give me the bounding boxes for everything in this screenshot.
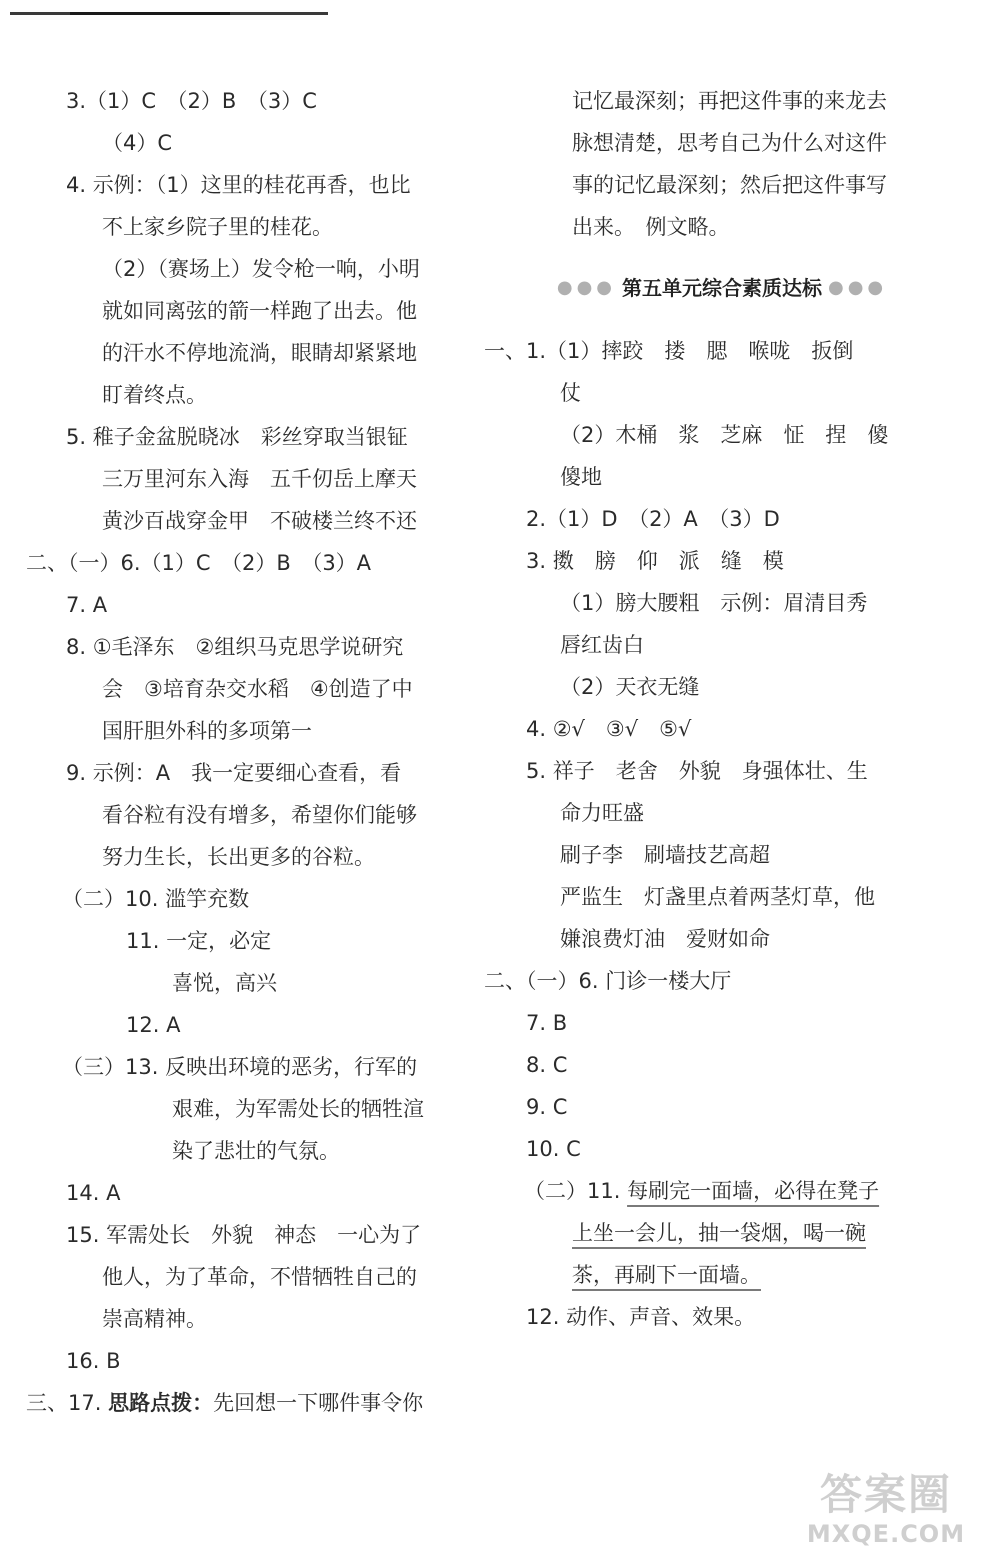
answer-line: 3. 擞 膀 仰 派 缝 模 <box>526 549 784 573</box>
section-heading <box>522 267 922 309</box>
answer-line <box>524 1170 879 1212</box>
heading-dots-right: ●●● <box>828 277 888 298</box>
watermark-logo-text: 答案圈 <box>819 1470 952 1519</box>
answer-line: 4. ②√ ③√ ⑤√ <box>526 717 692 741</box>
answer-line: 就如同离弦的箭一样跑了出去。他 <box>102 299 417 323</box>
answer-line: （2）天衣无缝 <box>560 675 700 699</box>
section-title: 第五单元综合素质达标 <box>622 276 822 300</box>
answer-line: 9. 示例：A 我一定要细心查看，看 <box>66 761 402 785</box>
answer-line: 14. A <box>66 1181 121 1205</box>
answer-line: 会 ③培育杂交水稻 ④创造了中 <box>102 677 413 701</box>
section-line <box>26 1382 423 1424</box>
question-number: （二）11. <box>524 1179 628 1203</box>
underlined-answer: 茶，再刷下一面墙。 <box>572 1263 761 1287</box>
answer-line: 16. B <box>66 1349 121 1373</box>
answer-line: 8. ①毛泽东 ②组织马克思学说研究 <box>66 635 404 659</box>
hint-text: 先回想一下哪件事令你 <box>213 1391 424 1415</box>
underlined-answer: 每刷完一面墙，必得在凳子 <box>627 1179 880 1203</box>
question-number: 三、17. <box>26 1391 109 1415</box>
answer-line: 三万里河东入海 五千仞岳上摩天 <box>102 467 417 491</box>
answer-line: 4. 示例：（1）这里的桂花再香，也比 <box>66 173 411 197</box>
answer-line: 喜悦，高兴 <box>172 971 277 995</box>
answer-line: 7. B <box>526 1011 568 1035</box>
answer-line: 的汗水不停地流淌，眼睛却紧紧地 <box>102 341 417 365</box>
answer-line: 12. 动作、声音、效果。 <box>526 1305 756 1329</box>
section-line: 二、（一）6. 门诊一楼大厅 <box>484 969 732 993</box>
answer-line: 记忆最深刻；再把这件事的来龙去 <box>572 89 887 113</box>
watermark-url: MXQE.COM <box>806 1520 966 1548</box>
answer-line: 盯着终点。 <box>102 383 207 407</box>
answer-line: 努力生长，长出更多的谷粒。 <box>102 845 375 869</box>
answer-line: 事的记忆最深刻；然后把这件事写 <box>572 173 887 197</box>
answer-line: 出来。 例文略。 <box>572 215 730 239</box>
answer-line: 8. C <box>526 1053 568 1077</box>
answer-line: 艰难，为军需处长的牺牲渲 <box>172 1097 424 1121</box>
underlined-answer: 上坐一会儿，抽一袋烟，喝一碗 <box>572 1221 866 1245</box>
answer-line: 15. 军需处长 外貌 神态 一心为了 <box>66 1223 422 1247</box>
answer-line: 5. 祥子 老舍 外貌 身强体壮、生 <box>526 759 868 783</box>
answer-line: 9. C <box>526 1095 568 1119</box>
heading-dots-left: ●●● <box>556 277 616 298</box>
section-line: 一、1.（1）摔跤 搂 腮 喉咙 扳倒 <box>484 339 854 363</box>
answer-line: 染了悲壮的气氛。 <box>172 1139 340 1163</box>
answer-line: 唇红齿白 <box>560 633 644 657</box>
answer-line: 5. 稚子金盆脱晓冰 彩丝穿取当银钲 <box>66 425 408 449</box>
answer-line: （二）10. 滥竽充数 <box>62 887 250 911</box>
answer-line: 不上家乡院子里的桂花。 <box>102 215 333 239</box>
answer-line: 3.（1）C （2）B （3）C <box>66 89 317 113</box>
answer-line: （4）C <box>102 131 173 155</box>
answer-line: 黄沙百战穿金甲 不破楼兰终不还 <box>102 509 417 533</box>
answer-line: 脉想清楚，思考自己为什么对这件 <box>572 131 887 155</box>
answer-line: （三）13. 反映出环境的恶劣，行军的 <box>62 1055 418 1079</box>
answer-line: 严监生 灯盏里点着两茎灯草，他 <box>560 885 875 909</box>
answer-line: 仗 <box>560 381 581 405</box>
watermark-logo <box>786 1470 986 1552</box>
answer-line: （1）膀大腰粗 示例：眉清目秀 <box>560 591 868 615</box>
answer-line: （2）木桶 浆 芝麻 怔 捏 傻 <box>560 423 889 447</box>
section-line: 二、（一）6.（1）C （2）B （3）A <box>26 551 372 575</box>
answer-line: （2）（赛场上）发令枪一响，小明 <box>102 257 420 281</box>
answer-line: 2.（1）D （2）A （3）D <box>526 507 780 531</box>
answer-line: 他人，为了革命，不惜牺牲自己的 <box>102 1265 417 1289</box>
answer-line: 12. A <box>126 1013 181 1037</box>
answer-line: 看谷粒有没有增多，希望你们能够 <box>102 803 417 827</box>
top-rule <box>10 12 328 15</box>
answer-line: 10. C <box>526 1137 581 1161</box>
hint-label: 思路点拨： <box>108 1391 214 1415</box>
answer-line: 7. A <box>66 593 108 617</box>
answer-line: 11. 一定，必定 <box>126 929 272 953</box>
answer-line: 命力旺盛 <box>560 801 644 825</box>
answer-line: 国肝胆外科的多项第一 <box>102 719 312 743</box>
answer-line: 崇高精神。 <box>102 1307 207 1331</box>
answer-line: 嫌浪费灯油 爱财如命 <box>560 927 770 951</box>
answer-line: 傻地 <box>560 465 602 489</box>
answer-line: 刷子李 刷墙技艺高超 <box>560 843 770 867</box>
